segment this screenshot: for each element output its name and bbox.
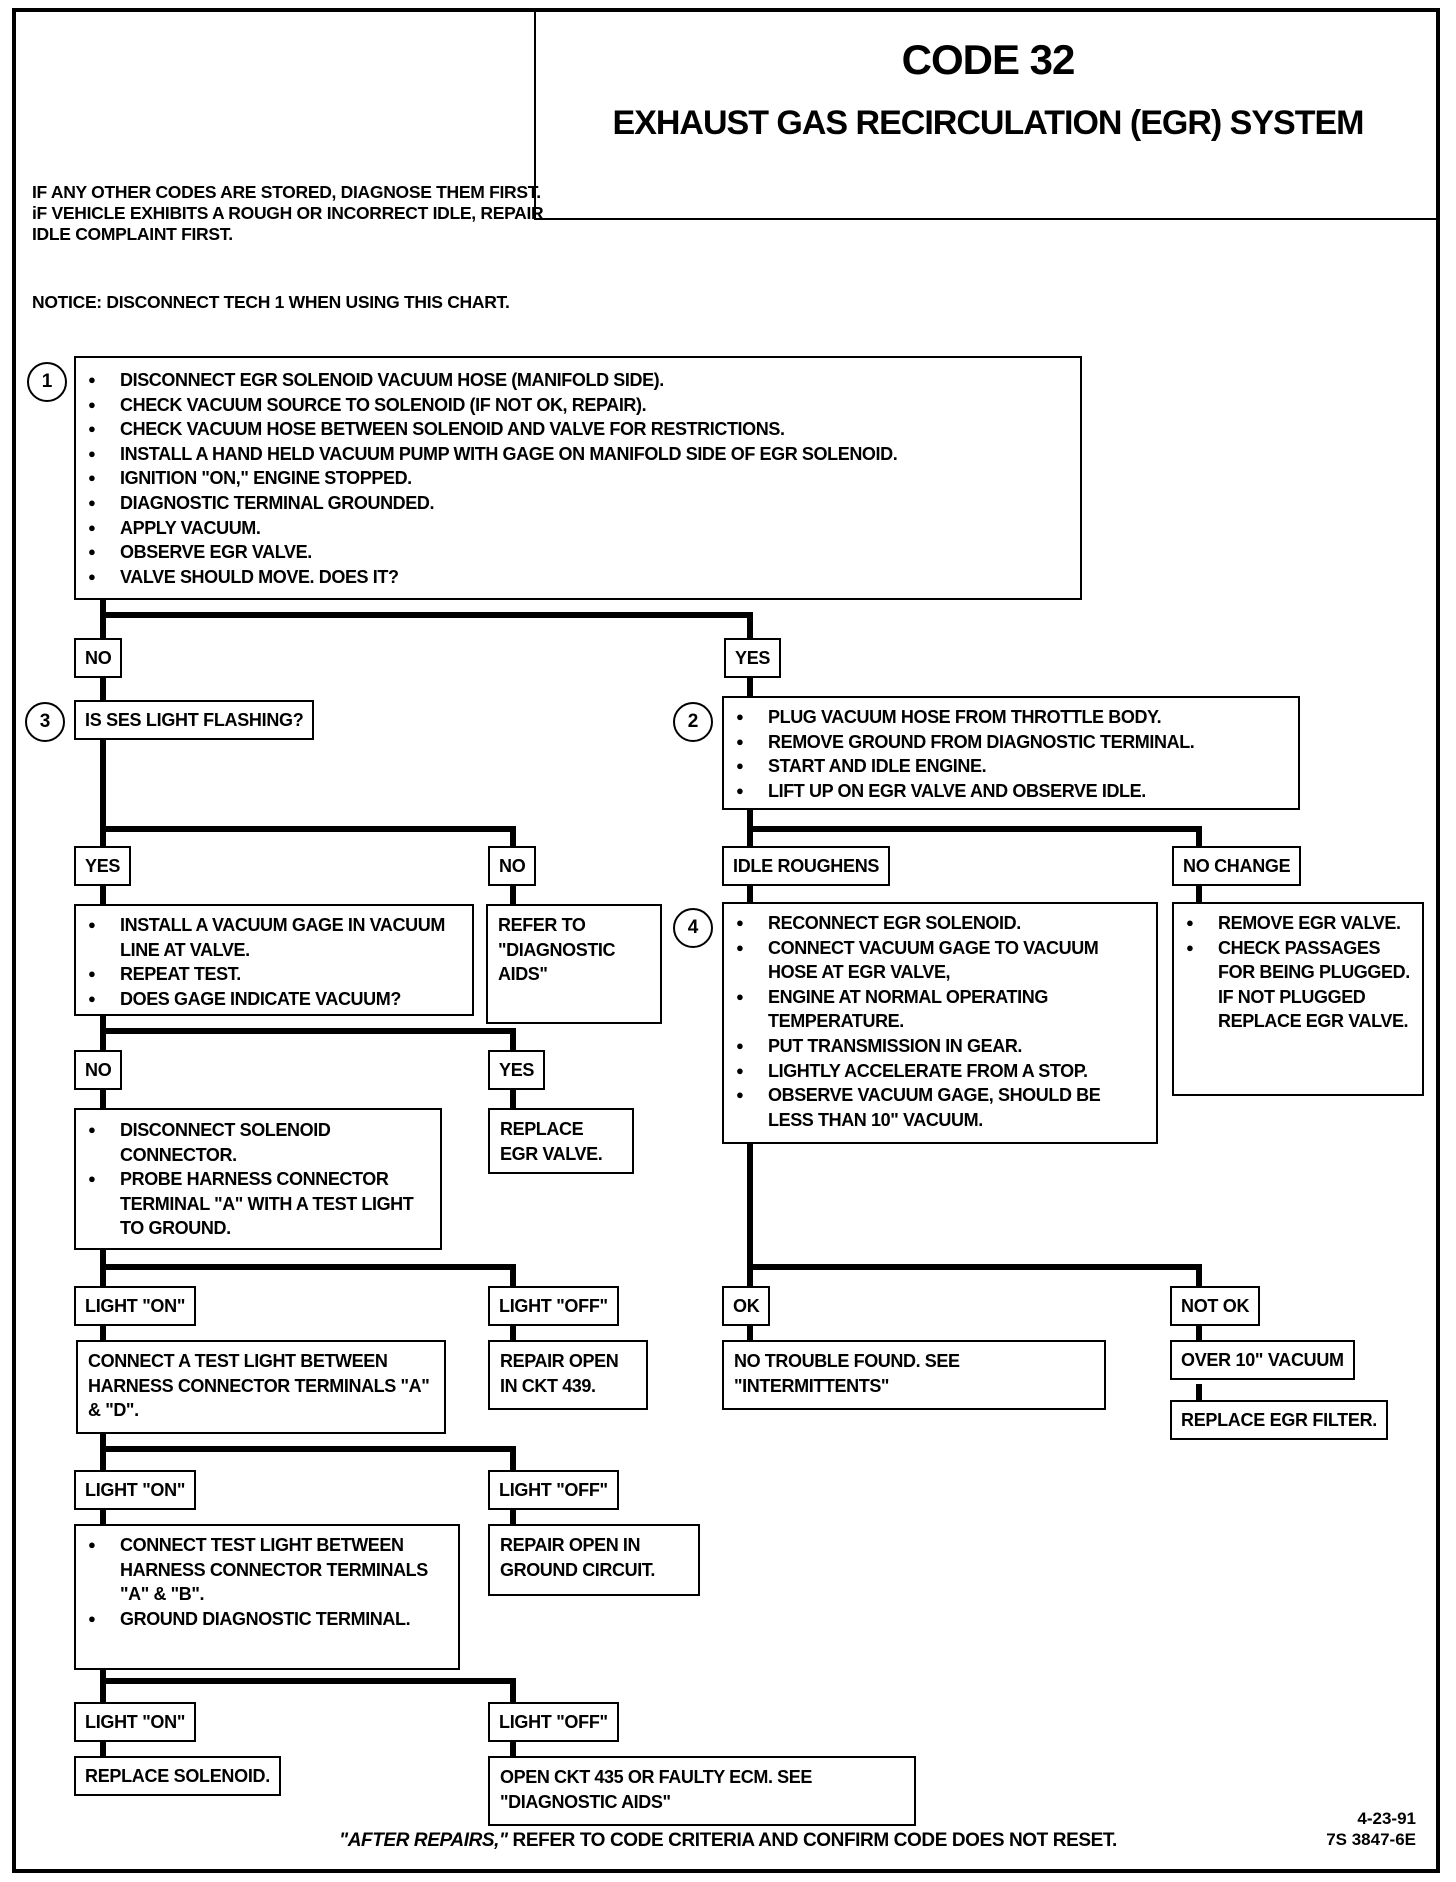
connector-line <box>100 1432 106 1472</box>
step-2-marker: 2 <box>673 702 713 742</box>
remove-egr-item: ● REMOVE EGR VALVE. <box>1184 911 1412 936</box>
install-gage-box <box>74 904 474 1016</box>
remove-egr-item: ● CHECK PASSAGES FOR BEING PLUGGED. IF NOT PLUGGED REPLACE EGR VALVE. <box>1184 936 1412 1034</box>
no-trouble-found-box: NO TROUBLE FOUND. SEE "INTERMITTENTS" <box>722 1340 1106 1410</box>
step-2-box <box>722 696 1300 810</box>
step-4-item: ● CONNECT VACUUM GAGE TO VACUUM HOSE AT EGR VALVE, <box>734 936 1146 985</box>
branch-label-light-on: LIGHT "ON" <box>74 1702 196 1742</box>
step-4-item: ● PUT TRANSMISSION IN GEAR. <box>734 1034 1146 1059</box>
step-1-box <box>74 356 1082 600</box>
document-number: 7S 3847-6E <box>1326 1830 1416 1849</box>
branch-label-ok: OK <box>722 1286 770 1326</box>
step-1-item: ● IGNITION "ON," ENGINE STOPPED. <box>86 466 1070 491</box>
replace-egr-filter-box: REPLACE EGR FILTER. <box>1170 1400 1388 1440</box>
step-1-item: ● OBSERVE EGR VALVE. <box>86 540 1070 565</box>
system-title: EXHAUST GAS RECIRCULATION (EGR) SYSTEM <box>612 104 1364 142</box>
step-2-item: ● START AND IDLE ENGINE. <box>734 754 1288 779</box>
title-block <box>534 8 1440 220</box>
step-4-box <box>722 902 1158 1144</box>
install-gage-item: ● INSTALL A VACUUM GAGE IN VACUUM LINE AT VALVE. <box>86 913 462 962</box>
document-reference <box>1326 1808 1416 1850</box>
branch-label-no: NO <box>488 846 536 886</box>
after-repairs-instruction: REFER TO CODE CRITERIA AND CONFIRM CODE DOES NOT RESET. <box>507 1830 1117 1851</box>
document-date: 4-23-91 <box>1357 1809 1416 1828</box>
connector-line <box>510 1088 516 1110</box>
step-1-list <box>86 368 1070 589</box>
remove-egr-list <box>1184 911 1412 1034</box>
after-repairs-emphasis: "AFTER REPAIRS," <box>339 1830 508 1851</box>
connector-line <box>747 1264 1202 1270</box>
connect-test-light-ab-item: ● CONNECT TEST LIGHT BETWEEN HARNESS CONNECTOR TERMINALS "A" & "B". <box>86 1533 448 1607</box>
branch-label-yes: YES <box>724 638 781 678</box>
install-gage-item: ● DOES GAGE INDICATE VACUUM? <box>86 987 462 1012</box>
connector-line <box>100 1264 516 1270</box>
step-1-item: ● APPLY VACUUM. <box>86 516 1070 541</box>
step-2-item: ● REMOVE GROUND FROM DIAGNOSTIC TERMINAL. <box>734 730 1288 755</box>
connector-line <box>100 1668 106 1704</box>
install-gage-list <box>86 913 462 1011</box>
other-codes-note: IF ANY OTHER CODES ARE STORED, DIAGNOSE THEM FIRST. iF VEHICLE EXHIBITS A ROUGH OR INCORRECT IDLE, REPAIR IDLE COMPLAINT FIRST. <box>32 182 544 244</box>
connector-line <box>510 1264 516 1288</box>
branch-label-light-on: LIGHT "ON" <box>74 1286 196 1326</box>
connector-line <box>100 1446 516 1452</box>
connector-line <box>747 826 1202 832</box>
branch-label-not-ok: NOT OK <box>1170 1286 1260 1326</box>
repair-open-ground-box: REPAIR OPEN IN GROUND CIRCUIT. <box>488 1524 700 1596</box>
connector-line <box>100 1088 106 1110</box>
step-3-box: IS SES LIGHT FLASHING? <box>74 700 314 740</box>
connector-line <box>510 1446 516 1472</box>
step-1-item: ● VALVE SHOULD MOVE. DOES IT? <box>86 565 1070 590</box>
connect-test-light-ad-box: CONNECT A TEST LIGHT BETWEEN HARNESS CONNECTOR TERMINALS "A" & "D". <box>76 1340 446 1434</box>
step-1-item: ● CHECK VACUUM SOURCE TO SOLENOID (IF NOT OK, REPAIR). <box>86 393 1070 418</box>
branch-label-light-on: LIGHT "ON" <box>74 1470 196 1510</box>
open-ckt-435-box: OPEN CKT 435 OR FAULTY ECM. SEE "DIAGNOSTIC AIDS" <box>488 1756 916 1826</box>
branch-label-no: NO <box>74 638 122 678</box>
branch-label-yes: YES <box>488 1050 545 1090</box>
branch-label-no-change: NO CHANGE <box>1172 846 1301 886</box>
over-10-vacuum-box: OVER 10" VACUUM <box>1170 1340 1355 1380</box>
step-4-marker: 4 <box>673 908 713 948</box>
branch-label-light-off: LIGHT "OFF" <box>488 1286 619 1326</box>
step-2-item: ● PLUG VACUUM HOSE FROM THROTTLE BODY. <box>734 705 1288 730</box>
disconnect-solenoid-item: ● PROBE HARNESS CONNECTOR TERMINAL "A" WITH A TEST LIGHT TO GROUND. <box>86 1167 430 1241</box>
remove-egr-box <box>1172 902 1424 1096</box>
connect-test-light-ab-item: ● GROUND DIAGNOSTIC TERMINAL. <box>86 1607 448 1632</box>
step-3-marker: 3 <box>25 702 65 742</box>
code-title: CODE 32 <box>901 36 1075 83</box>
connector-line <box>510 1678 516 1704</box>
disconnect-solenoid-list <box>86 1118 430 1241</box>
step-4-item: ● RECONNECT EGR SOLENOID. <box>734 911 1146 936</box>
repair-open-ckt-439-box: REPAIR OPEN IN CKT 439. <box>488 1340 648 1410</box>
connector-line <box>100 886 106 906</box>
connector-line <box>100 1678 516 1684</box>
step-2-item: ● LIFT UP ON EGR VALVE AND OBSERVE IDLE. <box>734 779 1288 804</box>
step-4-item: ● ENGINE AT NORMAL OPERATING TEMPERATURE. <box>734 985 1146 1034</box>
connect-test-light-ab-list <box>86 1533 448 1631</box>
disconnect-solenoid-item: ● DISCONNECT SOLENOID CONNECTOR. <box>86 1118 430 1167</box>
disconnect-solenoid-box <box>74 1108 442 1250</box>
step-4-item: ● OBSERVE VACUUM GAGE, SHOULD BE LESS THAN 10" VACUUM. <box>734 1083 1146 1132</box>
connector-line <box>100 612 753 618</box>
branch-label-light-off: LIGHT "OFF" <box>488 1470 619 1510</box>
connector-line <box>510 886 516 906</box>
step-1-item: ● DISCONNECT EGR SOLENOID VACUUM HOSE (MANIFOLD SIDE). <box>86 368 1070 393</box>
replace-solenoid-box: REPLACE SOLENOID. <box>74 1756 281 1796</box>
step-4-list <box>734 911 1146 1132</box>
after-repairs-footer <box>0 1830 1456 1852</box>
branch-label-idle-roughens: IDLE ROUGHENS <box>722 846 890 886</box>
connect-test-light-ab-box <box>74 1524 460 1670</box>
step-1-item: ● INSTALL A HAND HELD VACUUM PUMP WITH GAGE ON MANIFOLD SIDE OF EGR SOLENOID. <box>86 442 1070 467</box>
step-1-marker: 1 <box>27 362 67 402</box>
refer-diagnostic-aids-box: REFER TO "DIAGNOSTIC AIDS" <box>486 904 662 1024</box>
replace-egr-valve-box: REPLACE EGR VALVE. <box>488 1108 634 1174</box>
install-gage-item: ● REPEAT TEST. <box>86 962 462 987</box>
branch-label-yes: YES <box>74 846 131 886</box>
connector-line <box>100 1028 516 1034</box>
step-1-item: ● DIAGNOSTIC TERMINAL GROUNDED. <box>86 491 1070 516</box>
notice-note: NOTICE: DISCONNECT TECH 1 WHEN USING THIS CHART. <box>32 292 510 312</box>
step-2-list <box>734 705 1288 803</box>
connector-line <box>100 738 106 858</box>
step-1-item: ● CHECK VACUUM HOSE BETWEEN SOLENOID AND VALVE FOR RESTRICTIONS. <box>86 417 1070 442</box>
branch-label-no: NO <box>74 1050 122 1090</box>
connector-line <box>1196 1264 1202 1288</box>
connector-line <box>100 826 516 832</box>
branch-label-light-off: LIGHT "OFF" <box>488 1702 619 1742</box>
step-4-item: ● LIGHTLY ACCELERATE FROM A STOP. <box>734 1059 1146 1084</box>
